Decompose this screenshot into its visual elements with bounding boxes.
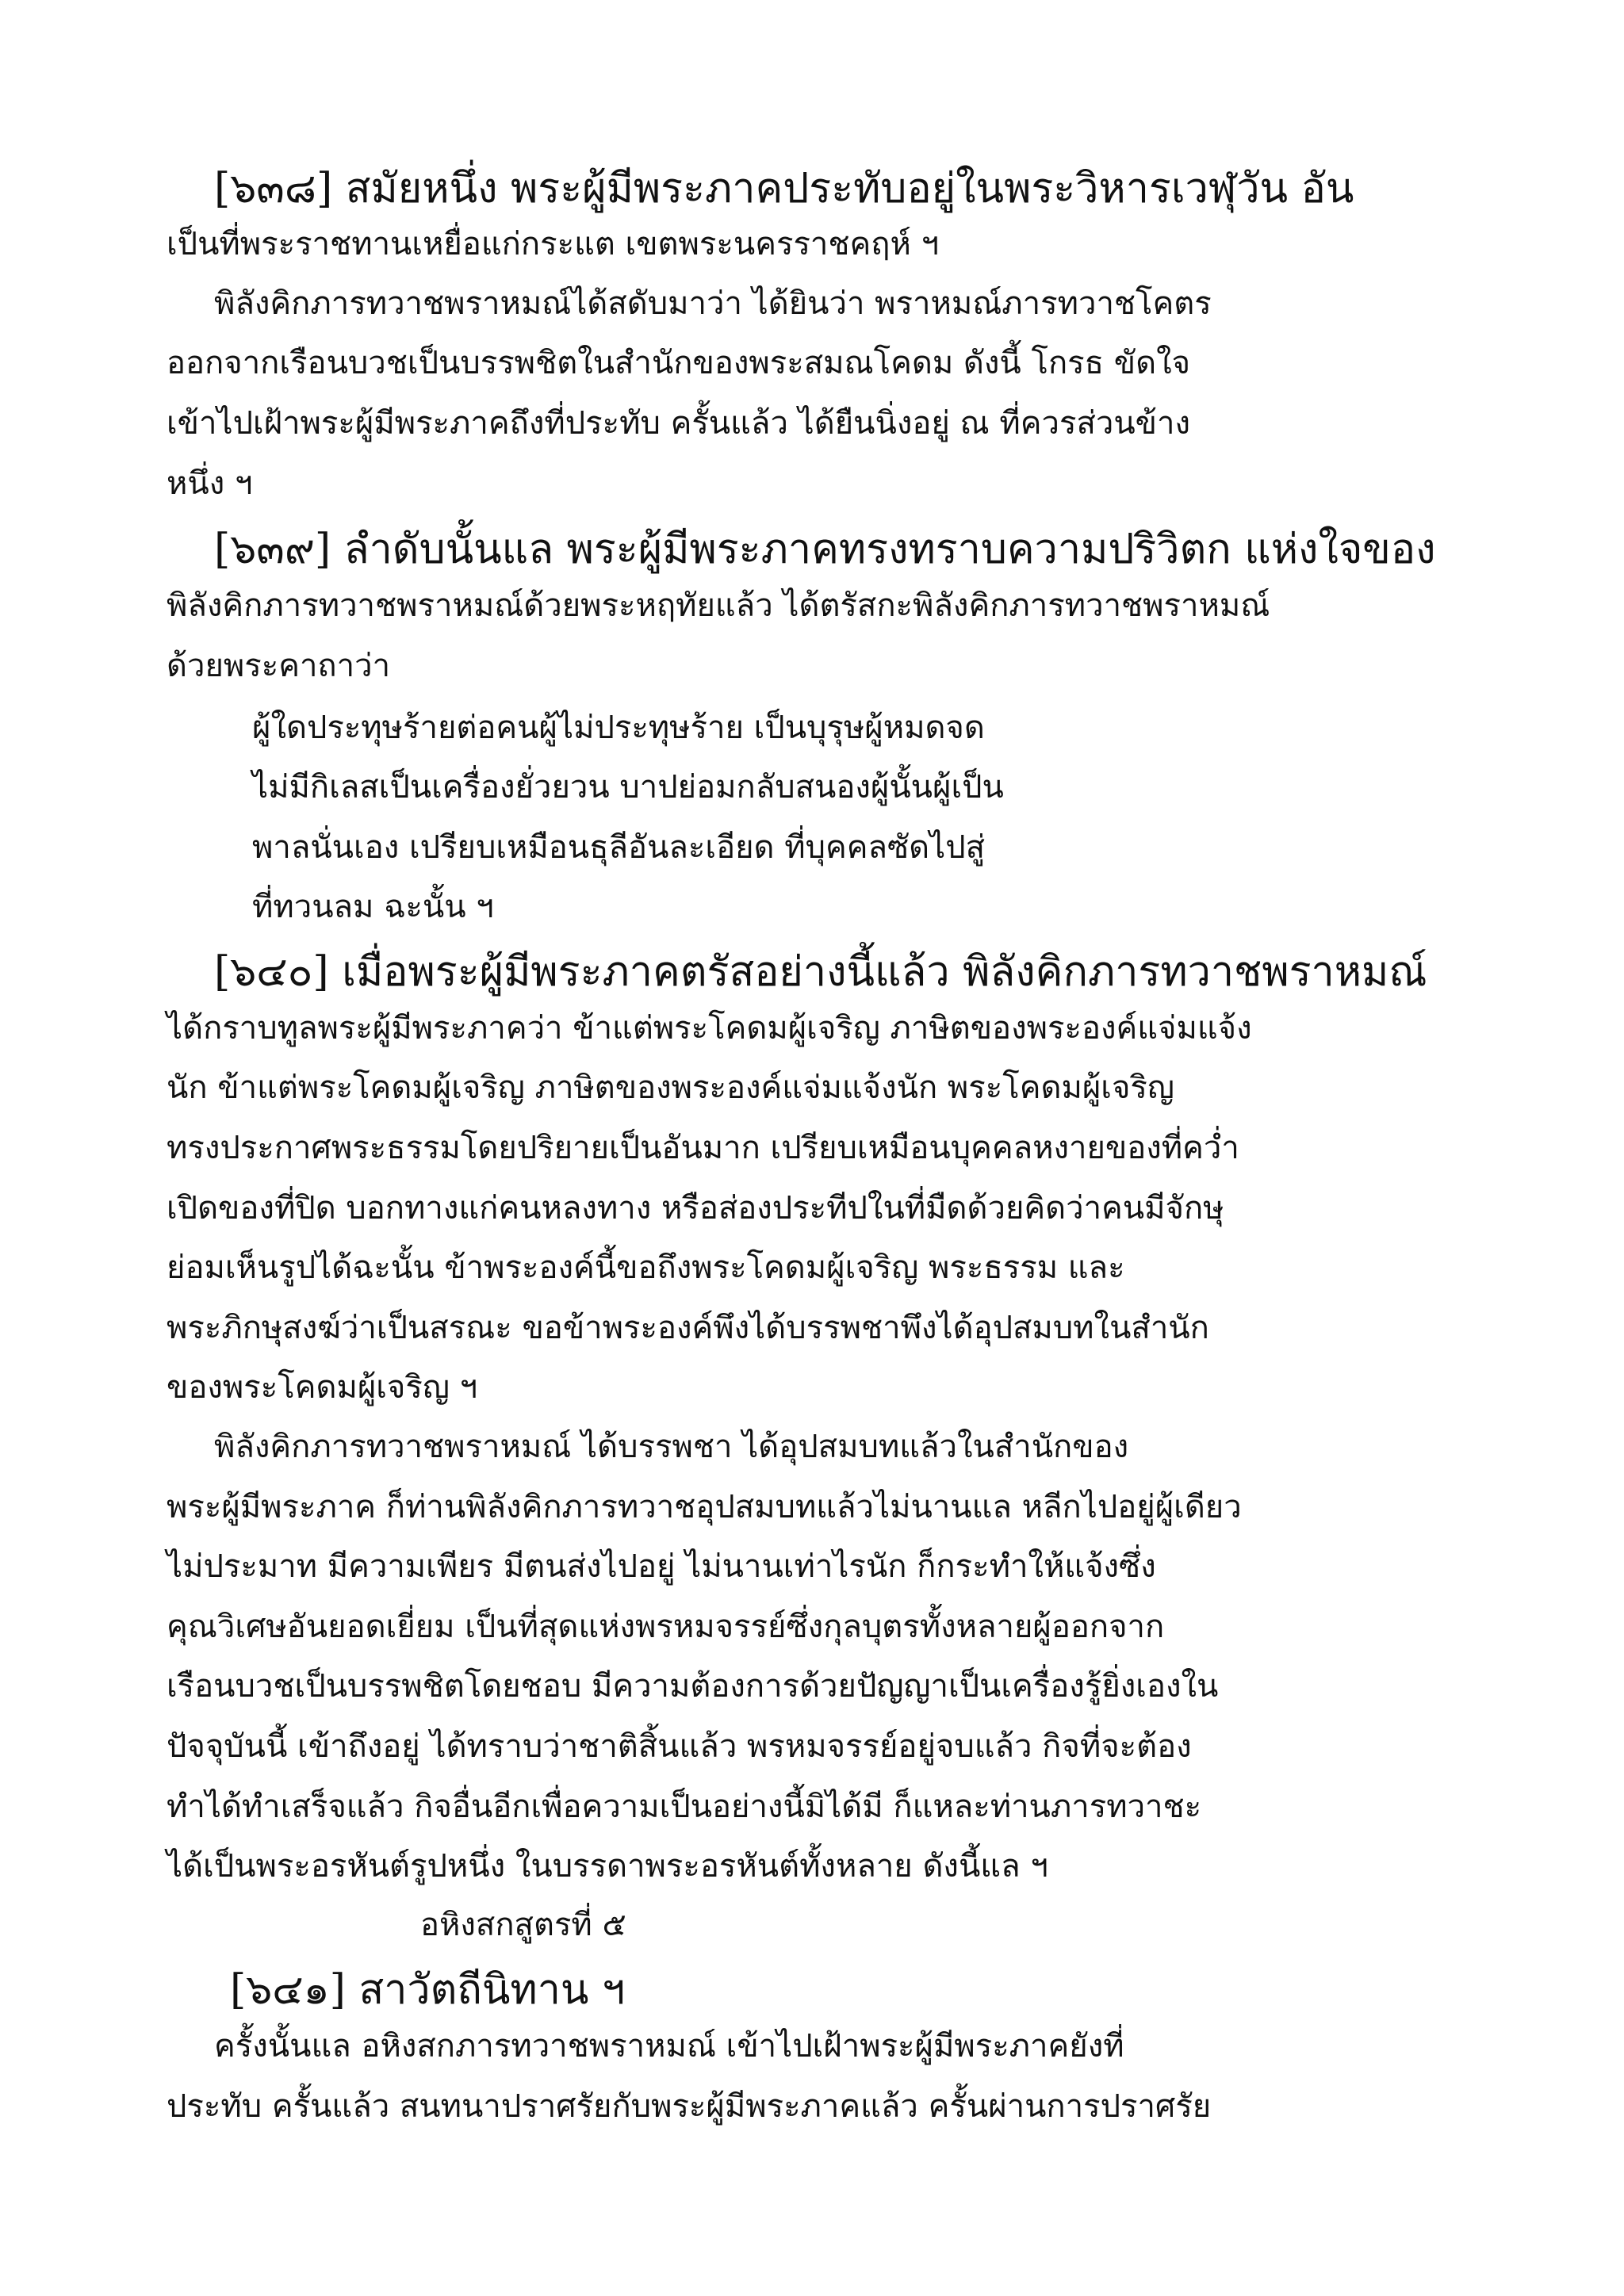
text-line: พิลังคิกภารทวาชพราหมณ์ ได้บรรพชา ได้อุปสมบทแล้วในสำนักของ [214,1429,1129,1465]
text-line: คุณวิเศษอันยอดเยี่ยม เป็นที่สุดแห่งพรหมจรรย์ซึ่งกุลบุตรทั้งหลายผู้ออกจาก [167,1609,1165,1645]
text-line: เปิดของที่ปิด บอกทางแก่คนหลงทาง หรือส่องประทีปในที่มืดด้วยคิดว่าคนมีจักษุ [167,1190,1224,1226]
text-line: ทำได้ทำเสร็จแล้ว กิจอื่นอีกเพื่อความเป็นอย่างนี้มิได้มี ก็แหละท่านภารทวาชะ [167,1789,1202,1825]
text-line: พระผู้มีพระภาค ก็ท่านพิลังคิกภารทวาชอุปสมบทแล้วไม่นานแล หลีกไปอยู่ผู้เดียว [167,1489,1242,1525]
text-line: ครั้งนั้นแล อหิงสกภารทวาชพราหมณ์ เข้าไปเฝ้าพระผู้มีพระภาคยังที่ [214,2028,1124,2064]
text-line: ย่อมเห็นรูปได้ฉะนั้น ข้าพระองค์นี้ขอถึงพระโคดมผู้เจริญ พระธรรม และ [167,1249,1125,1286]
text-line: เป็นที่พระราชทานเหยื่อแก่กระแต เขตพระนครราชคฤห์ ฯ [167,226,940,262]
text-line: พิลังคิกภารทวาชพราหมณ์ด้วยพระหฤทัยแล้ว ได้ตรัสกะพิลังคิกภารทวาชพราหมณ์ [167,587,1270,624]
verse-line: ผู้ใดประทุษร้ายต่อคนผู้ไม่ประทุษร้าย เป็นบุรุษผู้หมดจด [252,710,985,746]
text-line: หนึ่ง ฯ [167,465,253,502]
text-line: ประทับ ครั้นแล้ว สนทนาปราศรัยกับพระผู้มีพระภาคแล้ว ครั้นผ่านการปราศรัย [167,2088,1212,2125]
verse-640-heading: [๖๔๐] เมื่อพระผู้มีพระภาคตรัสอย่างนี้แล้ว พิลังคิกภารทวาชพราหมณ์ [214,948,1427,996]
text-line: ได้กราบทูลพระผู้มีพระภาคว่า ข้าแต่พระโคดมผู้เจริญ ภาษิตของพระองค์แจ่มแจ้ง [167,1010,1252,1047]
verse-641-heading: [๖๔๑] สาวัตถีนิทาน ฯ [230,1966,626,2014]
verse-line: พาลนั่นเอง เปรียบเหมือนธุลีอันละเอียด ที่บุคคลซัดไปสู่ [252,829,986,866]
text-line: ปัจจุบันนี้ เข้าถึงอยู่ ได้ทราบว่าชาติสิ้นแล้ว พรหมจรรย์อยู่จบแล้ว กิจที่จะต้อง [167,1728,1192,1765]
text-line: ออกจากเรือนบวชเป็นบรรพชิตในสำนักของพระสมณโคดม ดังนี้ โกรธ ขัดใจ [167,345,1191,381]
text-line: ของพระโคดมผู้เจริญ ฯ [167,1369,478,1406]
text-line: ได้เป็นพระอรหันต์รูปหนึ่ง ในบรรดาพระอรหันต์ทั้งหลาย ดังนี้แล ฯ [167,1848,1048,1885]
verse-line: ที่ทวนลม ฉะนั้น ฯ [252,889,494,925]
verse-639-heading: [๖๓๙] ลำดับนั้นแล พระผู้มีพระภาคทรงทราบความปริวิตก แห่งใจของ [214,526,1436,573]
text-line: พระภิกษุสงฆ์ว่าเป็นสรณะ ขอข้าพระองค์พึงได้บรรพชาพึงได้อุปสมบทในสำนัก [167,1310,1209,1346]
sutta-title: อหิงสกสูตรที่ ๕ [420,1907,626,1943]
text-line: นัก ข้าแต่พระโคดมผู้เจริญ ภาษิตของพระองค์แจ่มแจ้งนัก พระโคดมผู้เจริญ [167,1070,1174,1106]
verse-line: ไม่มีกิเลสเป็นเครื่องยั่วยวน บาปย่อมกลับสนองผู้นั้นผู้เป็น [252,769,1004,806]
text-line: ด้วยพระคาถาว่า [167,648,391,684]
text-line: เรือนบวชเป็นบรรพชิตโดยชอบ มีความต้องการด้วยปัญญาเป็นเครื่องรู้ยิ่งเองใน [167,1668,1219,1705]
text-line: ทรงประกาศพระธรรมโดยปริยายเป็นอันมาก เปรียบเหมือนบุคคลหงายของที่คว่ำ [167,1130,1239,1166]
verse-638-heading: [๖๓๘] สมัยหนึ่ง พระผู้มีพระภาคประทับอยู่ในพระวิหารเวฬุวัน อัน [214,165,1354,212]
text-line: ไม่ประมาท มีความเพียร มีตนส่งไปอยู่ ไม่นานเท่าไรนัก ก็กระทำให้แจ้งซึ่ง [167,1548,1156,1585]
text-line: พิลังคิกภารทวาชพราหมณ์ได้สดับมาว่า ได้ยินว่า พราหมณ์ภารทวาชโคตร [214,285,1212,322]
text-line: เข้าไปเฝ้าพระผู้มีพระภาคถึงที่ประทับ ครั้นแล้ว ได้ยืนนิ่งอยู่ ณ ที่ควรส่วนข้าง [167,405,1190,442]
